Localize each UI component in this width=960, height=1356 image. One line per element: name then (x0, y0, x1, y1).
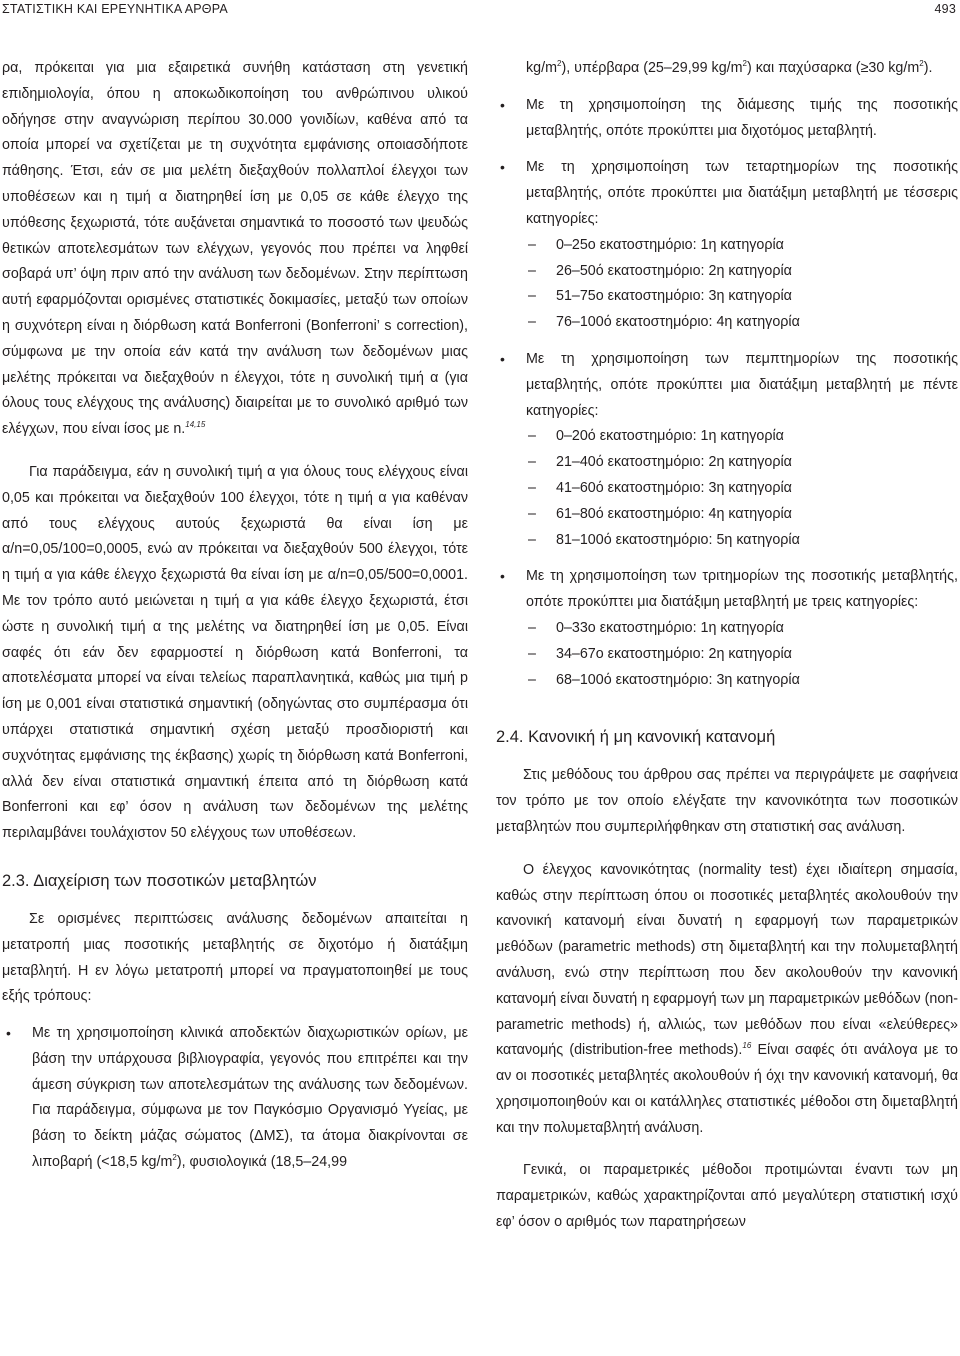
bmi-continuation (496, 56, 958, 82)
list-item-text: • Με τη χρησιμοποίηση των τριτημορίων της ποσοτικής μεταβλητής, οπότε προκύπτει μια διατάξιμη μεταβλητή με τρεις κατηγορίες: (526, 568, 958, 611)
list-item-text: • Με τη χρησιμοποίηση των τεταρτημορίων της ποσοτικής μεταβλητής, οπότε προκύπτει μια διατάξιμη μεταβλητή με τέσσερις κατηγορίες: (526, 159, 958, 227)
list-item-text: Με τη χρησιμοποίηση κλινικά αποδεκτών διαχωριστικών ορίων, με βάση την υπάρχουσα βιβλιογραφία, γεγονός που επιτρέπει και την άμεση σύγκριση των αποτελεσμάτων της ανάλυσης των δεδομένων. Για παράδειγμα, σύμφωνα με τον Παγκόσμιο Οργανισμό Υγείας, με βάση το δείκτη μάζας σώματος (ΔΜΣ), τα άτομα διακρίνονται σε λιποβαρή (<18,5 kg/m (32, 1025, 468, 1171)
journal-section-title: ΣΤΑΤΙΣΤΙΚΗ ΚΑΙ ΕΡΕΥΝΗΤΙΚΑ ΑΡΘΡΑ (2, 2, 228, 16)
paragraph-text: ρα, πρόκειται για μια εξαιρετικά συνήθη κατάσταση στη γενετική επιδημιολογία, όπου η αποκωδικοποίηση του ανθρώπινου υλικού οδήγησε στην αναγνώριση περίπου 30.000 γονιδίων, καθένα από τα οποία μπορεί να σχετίζεται με τη συχνότητα εμφάνισης οποιασδήποτε πάθησης. Έτσι, εάν σε μια μελέτη διεξαχθούν πολλαπλοί έλεγχοι των υποθέσεων και η τιμή α διατηρηθεί ίση με 0,05 σε κάθε έλεγχο της υπόθεσης ξεχωριστά, τότε αυξάνεται σημαντικά το ποσοστό των ψευδώς θετικών αποτελεσμάτων των ελέγχων, γεγονός που πρέπει να ληφθεί σοβαρά υπ’ όψη πριν από την ανάλυση των δεδομένων. Στην περίπτωση αυτή εφαρμόζονται ορισμένες στατιστικές δοκιμασίες, μεταξύ των οποίων η συχνότερη είναι η διόρθωση κατά Bonferroni (Bonferroni’ s correction), σύμφωνα με την οποία εάν κατά την ανάλυση των δεδομένων μιας μελέτης πρόκειται να διεξαχθούν n έλεγχοι, τότε η συνολική τιμή α (για όλους τους ελέγχους της ανάλυσης) διαιρείται με το συνολικό αριθμό των ελέγχων, που είναι ίσος με n. (2, 60, 468, 438)
paragraph-normality-methods: Στις μεθόδους του άρθρου σας πρέπει να περιγράψετε με σαφήνεια τον τρόπο με τον οποίο ελέγξατε την κανονικότητα των ποσοτικών μεταβλητών που συμπεριλήφθηκαν στη στατιστική σας ανάλυση. (496, 767, 958, 835)
running-header (0, 0, 960, 22)
paragraph-bonferroni (2, 56, 468, 443)
text-segment: ) και παχύσαρκα (≥30 kg/m (747, 60, 920, 76)
dash-item (526, 310, 958, 336)
tertiles-list (526, 616, 958, 693)
paragraph-conversion: Σε ορισμένες περιπτώσεις ανάλυσης δεδομένων απαιτείται η μετατροπή μιας ποσοτικής μεταβλητής σε διχοτόμο ή διατάξιμη μεταβλητή. Η εν λόγω μετατροπή μπορεί να πραγματοποιηθεί με τους εξής τρόπους: (2, 910, 468, 1005)
dash-item-text: 0–20ό εκατοστημόριο: 1η κατηγορία (556, 428, 784, 445)
list-item-clinical-cutoffs (2, 1021, 468, 1176)
dash-item (526, 668, 958, 694)
dash-item-text: 81–100ό εκατοστημόριο: 5η κατηγορία (556, 531, 800, 548)
paragraph-parametric: Γενικά, οι παραμετρικές μέθοδοι προτιμώνται έναντι των μη παραμετρικών, καθώς χαρακτηρίζονται από μεγαλύτερη στατιστική ισχύ εφ’ όσον ο αριθμός των παρατηρήσεων (496, 1162, 958, 1231)
dash-item (526, 528, 958, 554)
dash-item-text: 21–40ό εκατοστημόριο: 2η κατηγορία (556, 454, 792, 471)
dash-marker: – (528, 314, 536, 331)
paragraph-text: Είναι σαφές ότι ανάλογα με το αν οι ποσοτικές μεταβλητές ακολουθούν ή όχι την κανονική κατανομή, θα χρησιμοποιηθούν και οι κατάλληλες στατιστικές μέθοδοι στη διμεταβλητή και την πολυμεταβλητή ανάλυση. (496, 1042, 958, 1136)
paragraph-normality-test (496, 858, 958, 1142)
dash-marker: – (528, 645, 536, 662)
superscript: 2 (556, 59, 562, 68)
dash-item (526, 502, 958, 528)
paragraph-example: Για παράδειγμα, εάν η συνολική τιμή α για όλους τους ελέγχους είναι 0,05 και πρόκειται να διεξαχθούν 100 έλεγχοι, τότε η τιμή α για καθέναν από τους ελέγχους αυτούς ξεχωριστά θα είναι ίση με α/n=0,05/100=0,0005, ενώ αν πρόκειται να διεξαχθούν 500 έλεγχοι, τότε η τιμή α για κάθε έλεγχο ξεχωριστά θα είναι ίση με α/n=0,05/500=0,0001. Με τον τρόπο αυτό μειώνεται η τιμή α για κάθε έλεγχο ξεχωριστά, έτσι ώστε η συνολική τιμή α της μελέτης να διατηρηθεί ίση με 0,05. Είναι σαφές ότι εάν δεν εφαρμοστεί η διόρθωση κατά Bonferroni, τα αποτελέσματα μπορεί να είναι τελείως παραπλανητικά, καθώς μια τιμή p ίση με 0,001 είναι στατιστικά σημαντική (οδηγώντας στο συμπέρασμα ότι υπάρχει στατιστικά σημαντική σχέση μεταξύ προσδιοριστή και συχνότητας εμφάνισης της έκβασης) χωρίς τη διόρθωση κατά Bonferroni, αλλά δεν είναι στατιστικά σημαντική έπειτα από τη διόρθωση κατά Bonferroni και εφ’ όσον η ανάλυση των δεδομένων της μελέτης περιλαμβάνει τουλάχιστον 50 ελέγχους των υποθέσεων. (2, 463, 468, 842)
dash-marker: – (528, 454, 536, 471)
dash-marker: – (528, 262, 536, 279)
dash-item-text: 0–25ο εκατοστημόριο: 1η κατηγορία (556, 236, 784, 253)
list-item-quintiles (496, 347, 958, 553)
dash-item (526, 450, 958, 476)
list-item-text: • Με τη χρησιμοποίηση των πεμπτημορίων της ποσοτικής μεταβλητής, οπότε προκύπτει μια διατάξιμη μεταβλητή με πέντε κατηγορίες: (526, 350, 958, 419)
dash-item-text: 51–75ο εκατοστημόριο: 3η κατηγορία (556, 288, 792, 305)
dash-marker: – (528, 531, 536, 548)
dash-marker: – (528, 505, 536, 522)
dash-item-text: 0–33ο εκατοστημόριο: 1η κατηγορία (556, 619, 784, 636)
dash-marker: – (528, 671, 536, 688)
conversion-methods-list-continued (496, 93, 958, 694)
dash-item-text: 26–50ό εκατοστημόριο: 2η κατηγορία (556, 262, 792, 279)
list-item-median: • Με τη χρησιμοποίηση της διάμεσης τιμής της ποσοτικής μεταβλητής, οπότε προκύπτει μια διχοτόμος μεταβλητή. (496, 93, 958, 145)
dash-item (526, 642, 958, 668)
list-item-tertiles (496, 564, 958, 693)
dash-item (526, 284, 958, 310)
left-column (2, 56, 468, 1176)
dash-item-text: 41–60ό εκατοστημόριο: 3η κατηγορία (556, 479, 792, 496)
list-item-text: ), φυσιολογικά (18,5–24,99 (176, 1154, 348, 1171)
dash-marker: – (528, 288, 536, 305)
superscript: 2 (742, 59, 747, 68)
reference-superscript: 16 (742, 1041, 752, 1051)
superscript: 2 (919, 59, 924, 68)
dash-item (526, 424, 958, 450)
page-number: 493 (934, 2, 956, 16)
dash-item-text: 68–100ό εκατοστημόριο: 3η κατηγορία (556, 671, 800, 688)
dash-item (526, 233, 958, 259)
paragraph-text: Ο έλεγχος κανονικότητας (normality test) έχει ιδιαίτερη σημασία, καθώς στην περίπτωση όπου οι ποσοτικές μεταβλητές ακολουθούν την κανονική κατανομή είναι δυνατή η εφαρμογή των παραμετρικών μεθόδων (parametric methods) στη διμεταβλητή και την πολυμεταβλητή ανάλυση, ενώ στην περίπτωση που δεν ακολουθούν την κανονική κατανομή είναι δυνατή η εφαρμογή των μη παραμετρικών μεθόδων (non-parametric methods) ή, αλλιώς, των μεθόδων που είναι «ελεύθερες» κατανομής (distribution-free methods). (496, 861, 958, 1059)
dash-marker: – (528, 428, 536, 445)
text-segment: ). (923, 60, 933, 76)
section-heading-2-4: 2.4. Κανονική ή μη κανονική κατανομή (496, 728, 776, 747)
reference-superscript: 14,15 (185, 420, 206, 430)
superscript: 2 (172, 1153, 177, 1163)
dash-marker: – (528, 236, 536, 253)
quintiles-list (526, 424, 958, 553)
section-heading-2-3: 2.3. Διαχείριση των ποσοτικών μεταβλητών (2, 871, 317, 890)
text-segment: kg/m (526, 60, 557, 76)
dash-item (526, 259, 958, 285)
dash-marker: – (528, 479, 536, 496)
dash-marker: – (528, 619, 536, 636)
dash-item (526, 476, 958, 502)
right-column (496, 56, 958, 1236)
dash-item-text: 61–80ό εκατοστημόριο: 4η κατηγορία (556, 505, 792, 522)
conversion-methods-list (2, 1021, 468, 1176)
text-segment: ), υπέρβαρα (25–29,99 kg/m (561, 60, 743, 76)
dash-item (526, 616, 958, 642)
dash-item-text: 34–67ο εκατοστημόριο: 2η κατηγορία (556, 645, 792, 662)
quartiles-list (526, 233, 958, 336)
dash-item-text: 76–100ό εκατοστημόριο: 4η κατηγορία (556, 314, 800, 331)
list-item-quartiles (496, 155, 958, 336)
